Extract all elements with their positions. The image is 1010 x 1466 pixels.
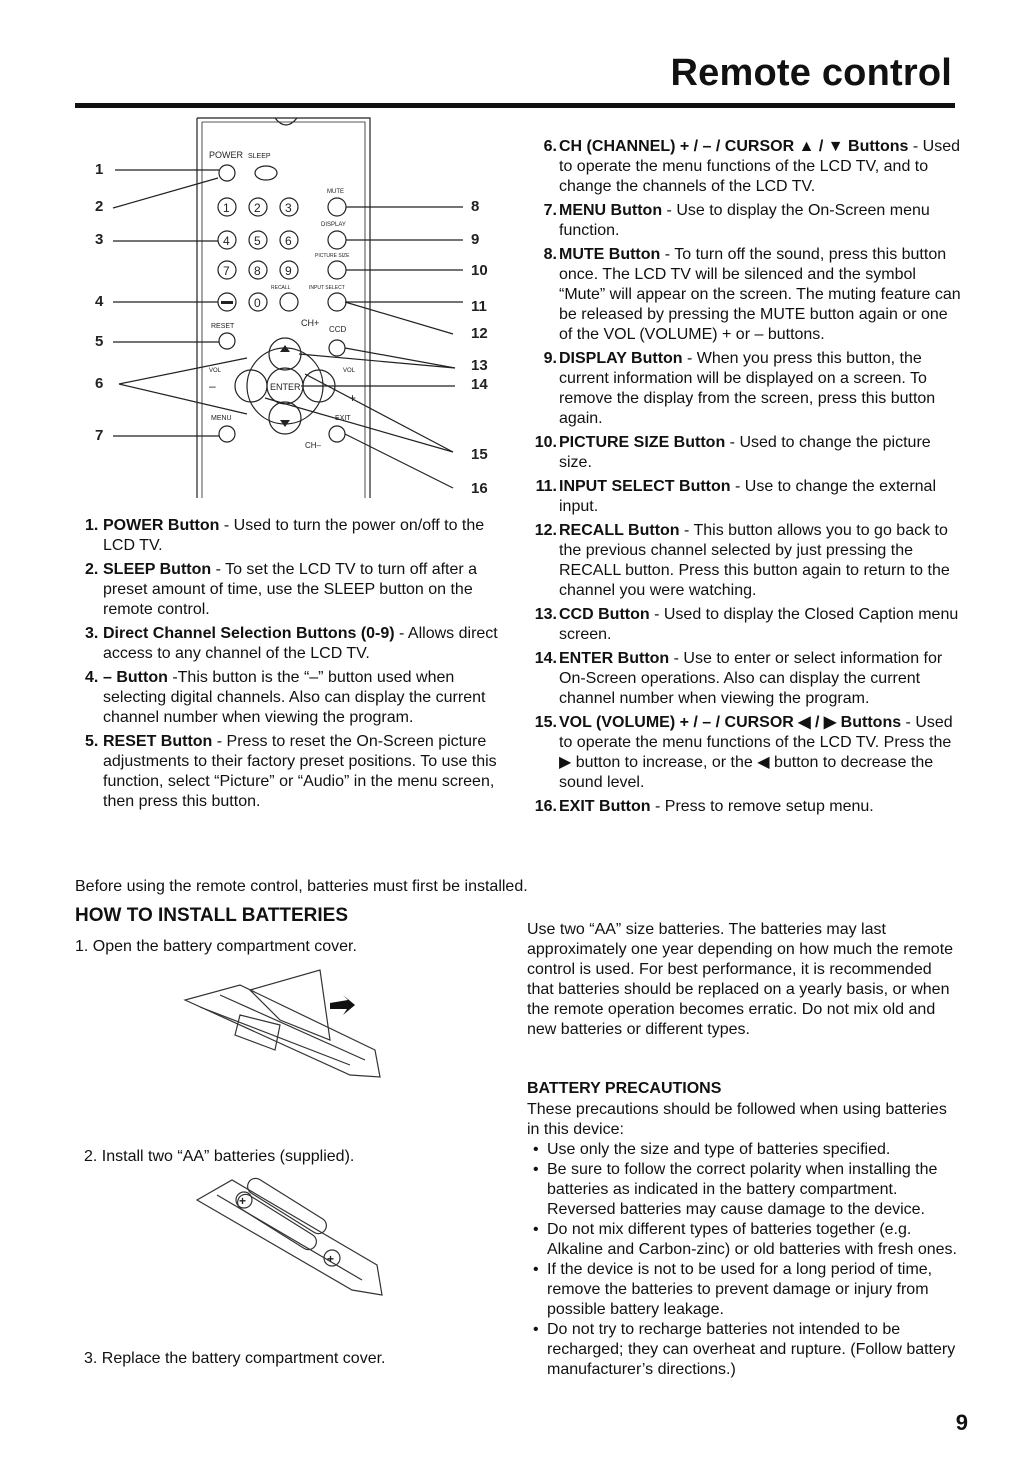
callout-1: 1 <box>95 161 104 178</box>
list-item: 1. POWER Button - Used to turn the power on/off to the LCD TV. <box>85 517 485 554</box>
digit-6: 6 <box>285 234 292 248</box>
battery-step-3: 3. Replace the battery compartment cover. <box>84 1350 386 1367</box>
list-item: 14. ENTER Button - Use to enter or select information for On-Screen operations. Also can display the current channel number when viewing the program. <box>534 650 943 707</box>
label-vol-right: VOL <box>343 368 356 374</box>
digit-4: 4 <box>223 234 230 248</box>
digit-8: 8 <box>254 264 261 278</box>
digit-1: 1 <box>223 201 230 215</box>
callout-10: 10 <box>471 262 488 279</box>
label-ch-minus: CH– <box>305 441 322 450</box>
list-item: • Do not try to recharge batteries not intended to be recharged; they can overheat and rupture. (Follow battery manufacturer’s directions.) <box>527 1320 957 1380</box>
dash-button-mark <box>221 301 233 304</box>
digit-2: 2 <box>254 201 261 215</box>
list-item: • If the device is not to be used for a long period of time, remove the batteries to prevent damage or injury from possible battery leakage. <box>527 1260 957 1320</box>
callout-4: 4 <box>95 293 104 310</box>
battery-precautions-list <box>527 1140 957 1380</box>
label-exit: EXIT <box>335 415 351 422</box>
list-item: 7. MENU Button - Use to display the On-Screen menu function. <box>543 202 930 239</box>
list-item: 16. EXIT Button - Press to remove setup menu. <box>534 798 874 815</box>
list-item: • Do not mix different types of batteries together (e.g. Alkaline and Carbon-zinc) or old batteries with fresh ones. <box>527 1220 957 1260</box>
list-item: 12. RECALL Button - This button allows you to go back to the previous channel selected by just pressing the RECALL button. Press this button again to return to the channel you were watching. <box>534 522 950 599</box>
label-ccd: CCD <box>329 325 347 334</box>
list-item: 15. VOL (VOLUME) + / – / CURSOR ◀ / ▶ Buttons - Used to operate the menu functions of the LCD TV. Press the ▶ button to increase, or the ◀ button to decrease the sound level. <box>534 714 953 791</box>
battery-paragraph: Use two “AA” size batteries. The batteries may last approximately one year depending on how much the remote control is used. For best performance, it is recommended that batteries should be replaced on a yearly basis, or when the remote operation becomes erratic. Do not mix old and new batteries or different types. <box>527 921 954 1038</box>
callout-12: 12 <box>471 325 488 342</box>
callout-2: 2 <box>95 198 104 215</box>
callout-9: 9 <box>471 231 480 248</box>
label-recall: RECALL <box>271 285 291 291</box>
label-input-select: INPUT SELECT <box>309 285 345 291</box>
digit-3: 3 <box>285 201 292 215</box>
label-display: DISPLAY <box>321 222 346 228</box>
list-item: 9. DISPLAY Button - When you press this button, the current information will be displayed on a screen. To remove the display from the screen, press this button again. <box>543 350 936 427</box>
battery-step-1: 1. Open the battery compartment cover. <box>75 938 357 955</box>
callout-3: 3 <box>95 231 104 248</box>
digit-9: 9 <box>285 264 292 278</box>
list-item: • Use only the size and type of batteries specified. <box>527 1140 957 1160</box>
list-item: • Be sure to follow the correct polarity when installing the batteries as indicated in the battery compartment. Reversed batteries may cause damage to the device. <box>527 1160 957 1220</box>
battery-step-2: 2. Install two “AA” batteries (supplied). <box>84 1148 355 1165</box>
label-ch-plus: CH+ <box>301 318 320 328</box>
list-item: 10. PICTURE SIZE Button - Used to change the picture size. <box>534 434 931 471</box>
list-item: 11. INPUT SELECT Button - Use to change the external input. <box>535 478 936 515</box>
list-item: 6. CH (CHANNEL) + / – / CURSOR ▲ / ▼ Buttons - Used to operate the menu functions of the LCD TV, and to change the channels of the LCD TV. <box>543 138 961 195</box>
battery-intro: Before using the remote control, batteries must first be installed. <box>75 878 528 895</box>
callout-7: 7 <box>95 427 104 444</box>
label-picture-size: PICTURE SIZE <box>315 253 350 259</box>
callout-6: 6 <box>95 375 104 392</box>
plus-icon: + <box>327 1252 335 1266</box>
label-minus: – <box>209 379 216 393</box>
remote-control-diagram <box>75 114 505 504</box>
label-vol-left: VOL <box>209 368 222 374</box>
callout-5: 5 <box>95 333 104 350</box>
callout-16: 16 <box>471 480 488 497</box>
callout-11: 11 <box>471 298 487 315</box>
callout-13: 13 <box>471 357 488 374</box>
list-item: 13. CCD Button - Used to display the Closed Caption menu screen. <box>534 606 959 643</box>
list-item: 5. RESET Button - Press to reset the On-Screen picture adjustments to their factory preset positions. To use this function, select “Picture” or “Audio” in the menu screen, then press this button. <box>85 733 497 810</box>
label-power: POWER <box>209 150 244 160</box>
plus-icon: + <box>239 1194 247 1208</box>
battery-precautions-heading: BATTERY PRECAUTIONS <box>527 1080 722 1097</box>
label-menu: MENU <box>211 415 232 422</box>
list-item: 3. Direct Channel Selection Buttons (0-9) - Allows direct access to any channel of the LCD TV. <box>85 625 498 662</box>
label-mute: MUTE <box>327 189 344 195</box>
right-description-list <box>525 137 965 821</box>
callout-8: 8 <box>471 198 480 215</box>
digit-0: 0 <box>254 296 261 310</box>
arrow-icon <box>330 995 355 1015</box>
list-item: 2. SLEEP Button - To set the LCD TV to turn off after a preset amount of time, use the SLEEP button on the remote control. <box>85 561 478 618</box>
open-cover-illustration <box>180 965 390 1095</box>
install-batteries-illustration <box>192 1170 392 1320</box>
label-sleep: SLEEP <box>248 153 271 160</box>
label-plus: + <box>349 391 357 405</box>
title-rule <box>75 103 955 108</box>
page-number: 9 <box>955 1410 968 1435</box>
digit-7: 7 <box>223 264 230 278</box>
callout-14: 14 <box>471 376 488 393</box>
left-description-list <box>85 516 510 816</box>
list-item: 4. – Button -This button is the “–” button used when selecting digital channels. Also can display the current channel number when viewing the program. <box>85 669 486 726</box>
list-item: 8. MUTE Button - To turn off the sound, press this button once. The LCD TV will be silenced and the symbol “Mute” will appear on the screen. The muting feature can be released by pressing the MUTE button again or one of the VOL (VOLUME) + or – buttons. <box>543 246 961 343</box>
page-title: Remote control <box>670 52 952 94</box>
label-reset: RESET <box>211 323 235 330</box>
battery-precautions-intro: These precautions should be followed when using batteries in this device: <box>527 1101 947 1138</box>
install-batteries-heading: HOW TO INSTALL BATTERIES <box>75 905 349 926</box>
callout-15: 15 <box>471 446 488 463</box>
digit-5: 5 <box>254 234 261 248</box>
label-enter: ENTER <box>270 382 301 392</box>
